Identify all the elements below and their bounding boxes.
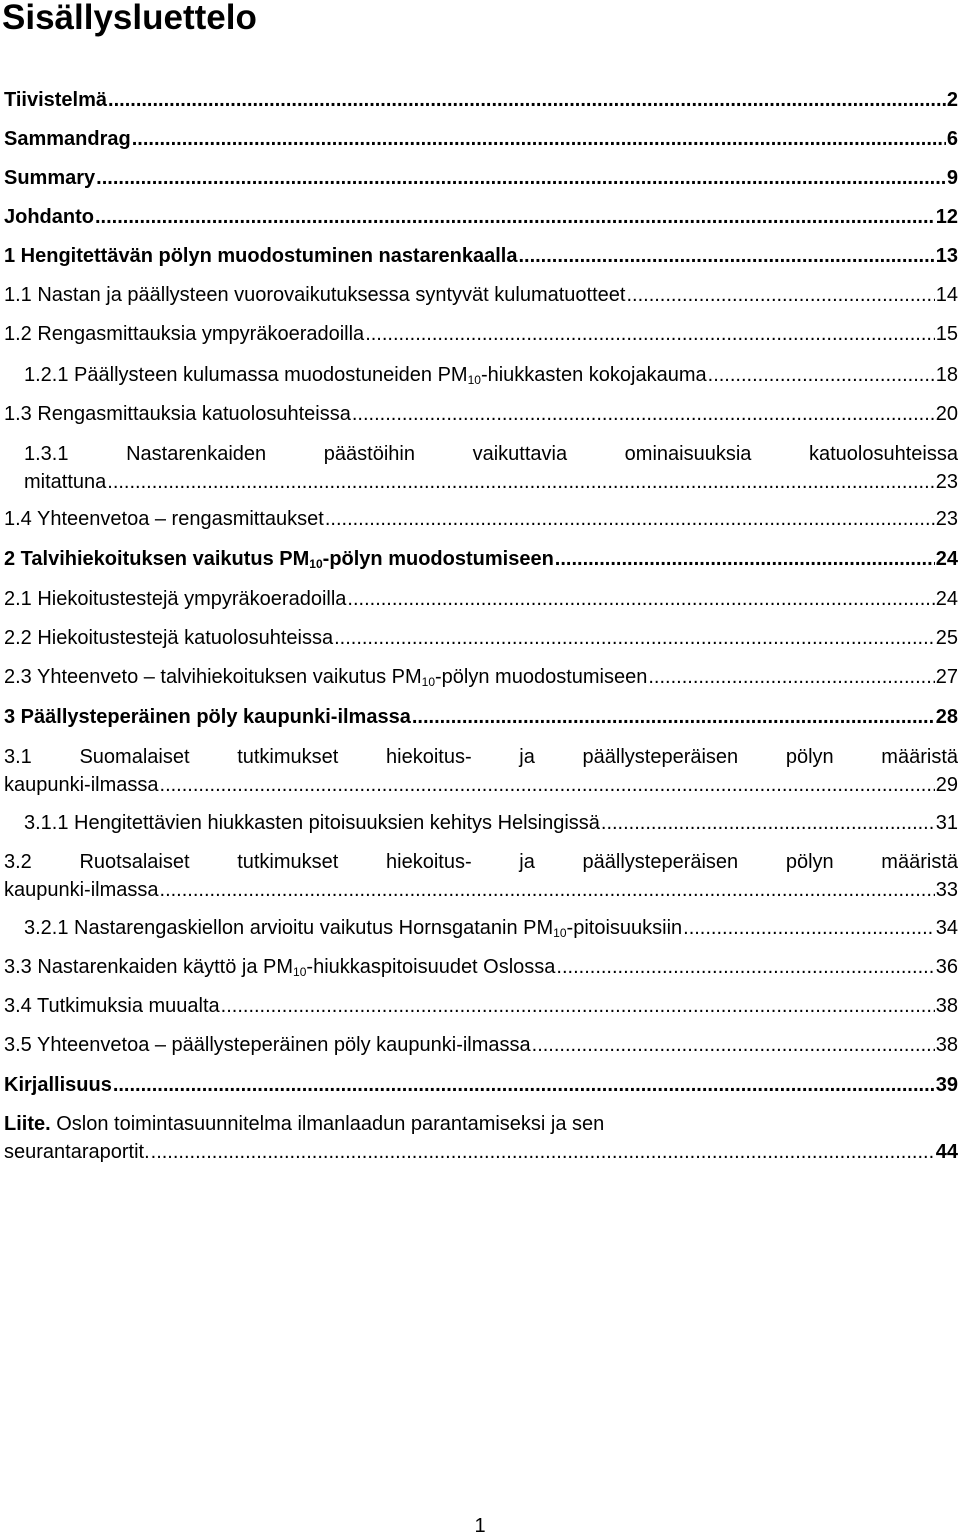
- toc-entry-label: Tiivistelmä: [4, 89, 108, 111]
- page-number: 1: [474, 1515, 486, 1537]
- toc-entry-label-continued: mitattuna: [24, 471, 107, 493]
- toc-entry-label: 1.4 Yhteenvetoa – rengasmittaukset: [4, 508, 324, 530]
- dot-leader: [555, 545, 935, 573]
- toc-entry-page: 38: [935, 995, 958, 1017]
- toc-entry-label: [4, 1110, 958, 1138]
- toc-entry-page: 38: [935, 1034, 958, 1056]
- toc-entry-label: [4, 663, 647, 691]
- toc-entry-page: 31: [935, 812, 958, 834]
- dot-leader: [626, 281, 934, 309]
- dot-leader: [365, 320, 935, 348]
- subscript: 10: [421, 675, 436, 689]
- toc-entry-label: Sammandrag: [4, 128, 131, 150]
- toc-entry-label: [24, 361, 707, 389]
- toc-entry-label-continued: kaupunki-ilmassa: [4, 879, 159, 901]
- toc-entry-page: 29: [935, 774, 958, 796]
- label-text: 3.2.1 Nastarengaskiellon arvioitu vaikutus Hornsgatanin PM: [24, 917, 554, 939]
- toc-entry-2-3[interactable]: [4, 663, 958, 691]
- toc-entry-chapter-3[interactable]: [4, 703, 958, 731]
- toc-entry-chapter-1[interactable]: [4, 242, 958, 270]
- toc-entry-johdanto[interactable]: [4, 203, 958, 231]
- toc-entry-page: 24: [935, 588, 958, 610]
- toc-entry-3-1-1[interactable]: [24, 809, 958, 837]
- toc-entry-page: 34: [935, 917, 958, 939]
- toc-entry-label-continued: kaupunki-ilmassa: [4, 774, 159, 796]
- dot-leader: [708, 361, 935, 389]
- dot-leader: [113, 1071, 935, 1099]
- toc-entry-page: 44: [935, 1141, 958, 1163]
- toc-entry-label: 1.3 Rengasmittauksia katuolosuhteissa: [4, 403, 351, 425]
- toc-entry-sammandrag[interactable]: [4, 125, 958, 153]
- dot-leader: [601, 809, 935, 837]
- label-text: -pitoisuuksiin: [566, 917, 683, 939]
- toc-entry-1-4[interactable]: [4, 505, 958, 533]
- toc-entry-page: 36: [935, 956, 958, 978]
- toc-entry-page: 9: [946, 167, 958, 189]
- toc-entry-page: 14: [935, 284, 958, 306]
- dot-leader: [352, 400, 935, 428]
- toc-entry-1-3[interactable]: [4, 400, 958, 428]
- dot-leader: [334, 624, 935, 652]
- toc-entry-label: 3.2 Ruotsalaiset tutkimukset hiekoitus- ja päällysteperäisen pölyn määristä: [4, 851, 958, 873]
- label-text: Oslon toimintasuunnitelma ilmanlaadun parantamiseksi ja sen: [50, 1113, 605, 1135]
- subscript: 10: [309, 557, 323, 571]
- toc-entry-chapter-2[interactable]: [4, 545, 958, 573]
- toc-entry-page: 23: [935, 471, 958, 493]
- toc-entry-3-1[interactable]: [4, 743, 958, 799]
- dot-leader: [648, 663, 934, 691]
- toc-entry-page: 2: [946, 89, 958, 111]
- toc-entry-page: 28: [935, 706, 958, 728]
- toc-entry-3-2[interactable]: [4, 848, 958, 904]
- toc-entry-liite[interactable]: [4, 1110, 958, 1166]
- toc-entry-page: 20: [935, 403, 958, 425]
- label-text: -hiukkasten kokojakauma: [480, 364, 707, 386]
- toc-entry-page: 27: [935, 666, 958, 688]
- label-text: 1.2.1 Päällysteen kulumassa muodostuneiden PM: [24, 364, 468, 386]
- dot-leader: [108, 86, 946, 114]
- dot-leader: [96, 164, 946, 192]
- label-text: -pölyn muodostumiseen: [435, 666, 648, 688]
- dot-leader: [132, 125, 946, 153]
- dot-leader: [221, 992, 935, 1020]
- dot-leader: [151, 1138, 935, 1166]
- toc-entry-page: 24: [935, 548, 958, 570]
- toc-entry-label: 3.1 Suomalaiset tutkimukset hiekoitus- ja päällysteperäisen pölyn määristä: [4, 746, 958, 768]
- dot-leader: [107, 468, 934, 496]
- toc-entry-3-5[interactable]: [4, 1031, 958, 1059]
- toc-entry-2-1[interactable]: [4, 585, 958, 613]
- dot-leader: [532, 1031, 935, 1059]
- toc-entry-2-2[interactable]: [4, 624, 958, 652]
- toc-entry-page: 18: [935, 364, 958, 386]
- toc-entry-summary[interactable]: [4, 164, 958, 192]
- toc-entry-page: 12: [935, 206, 958, 228]
- toc-entry-1-2[interactable]: [4, 320, 958, 348]
- toc-entry-page: 39: [935, 1074, 958, 1096]
- toc-entry-label: 2.2 Hiekoitustestejä katuolosuhteissa: [4, 627, 334, 649]
- toc-entry-label: 3 Päällysteperäinen pöly kaupunki-ilmassa: [4, 706, 411, 728]
- toc-entry-3-2-1[interactable]: [24, 914, 958, 942]
- toc-entry-1-2-1[interactable]: [24, 361, 958, 389]
- toc-entry-label: 3.1.1 Hengitettävien hiukkasten pitoisuuksien kehitys Helsingissä: [24, 812, 600, 834]
- dot-leader: [683, 914, 935, 942]
- toc-entry-label: 3.5 Yhteenvetoa – päällysteperäinen pöly kaupunki-ilmassa: [4, 1034, 531, 1056]
- toc-entry-page: 13: [935, 245, 958, 267]
- dot-leader: [325, 505, 935, 533]
- dot-leader: [95, 203, 935, 231]
- page-title: Sisällysluettelo: [2, 0, 257, 37]
- toc-entry-label: [4, 545, 554, 573]
- toc-entry-page: 23: [935, 508, 958, 530]
- toc-entry-1-1[interactable]: [4, 281, 958, 309]
- toc-entry-page: 15: [935, 323, 958, 345]
- label-text: 3.3 Nastarenkaiden käyttö ja PM: [4, 956, 294, 978]
- toc-entry-1-3-1[interactable]: [24, 440, 958, 496]
- label-text: -hiukkaspitoisuudet Oslossa: [306, 956, 556, 978]
- dot-leader: [347, 585, 934, 613]
- dot-leader: [518, 242, 934, 270]
- toc-entry-label: 1.3.1 Nastarenkaiden päästöihin vaikuttavia ominaisuuksia katuolosuhteissa: [24, 443, 958, 465]
- label-text: -pölyn muodostumiseen: [322, 548, 554, 570]
- toc-entry-label: 1.2 Rengasmittauksia ympyräkoeradoilla: [4, 323, 365, 345]
- appendix-marker: Liite.: [4, 1113, 51, 1135]
- toc-entry-page: 33: [935, 879, 958, 901]
- toc-entry-label: [4, 953, 555, 981]
- toc-entry-label: 3.4 Tutkimuksia muualta: [4, 995, 220, 1017]
- toc-entry-label: 1 Hengitettävän pölyn muodostuminen nastarenkaalla: [4, 245, 518, 267]
- toc-entry-page: 25: [935, 627, 958, 649]
- toc-entry-label-continued: seurantaraportit.: [4, 1141, 150, 1163]
- label-text: 2 Talvihiekoituksen vaikutus PM: [4, 548, 310, 570]
- dot-leader: [160, 876, 935, 904]
- toc-entry-3-4[interactable]: [4, 992, 958, 1020]
- toc-entry-label: 2.1 Hiekoitustestejä ympyräkoeradoilla: [4, 588, 347, 610]
- subscript: 10: [553, 926, 567, 940]
- toc-entry-label: [24, 914, 682, 942]
- toc-entry-label: Summary: [4, 167, 96, 189]
- label-text: 2.3 Yhteenveto – talvihiekoituksen vaikutus PM: [4, 666, 422, 688]
- toc-entry-tiivistelma[interactable]: [4, 86, 958, 114]
- toc-entry-kirjallisuus[interactable]: [4, 1071, 958, 1099]
- dot-leader: [160, 771, 935, 799]
- dot-leader: [556, 953, 934, 981]
- dot-leader: [412, 703, 935, 731]
- toc-entry-page: 6: [946, 128, 958, 150]
- toc-entry-3-3[interactable]: [4, 953, 958, 981]
- toc-entry-label: 1.1 Nastan ja päällysteen vuorovaikutuksessa syntyvät kulumatuotteet: [4, 284, 626, 306]
- toc-entry-label: Kirjallisuus: [4, 1074, 112, 1096]
- subscript: 10: [293, 965, 307, 979]
- subscript: 10: [467, 373, 481, 387]
- toc-entry-label: Johdanto: [4, 206, 94, 228]
